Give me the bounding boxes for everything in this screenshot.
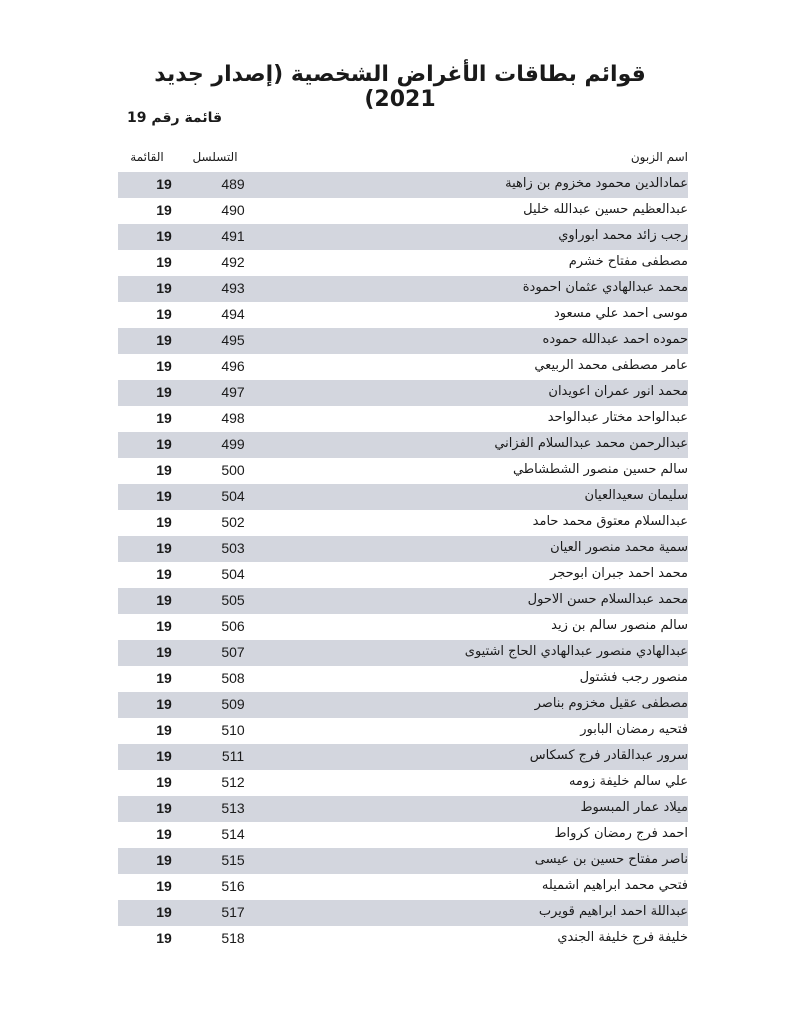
list-cell: 19: [156, 280, 172, 296]
serial-cell: 514: [221, 826, 245, 842]
table-row: [118, 874, 688, 900]
table-row: [118, 900, 688, 926]
table-row: [118, 744, 688, 770]
serial-cell: 496: [221, 358, 245, 374]
serial-cell: 504: [221, 566, 245, 582]
serial-cell: 504: [221, 488, 245, 504]
list-cell: 19: [156, 332, 172, 348]
list-cell: 19: [156, 306, 172, 322]
table-row: [118, 380, 688, 406]
list-cell: 19: [156, 592, 172, 608]
list-cell: 19: [156, 670, 172, 686]
table-row: [118, 640, 688, 666]
customer-name-cell: ناصر مفتاح حسين بن عيسى: [534, 852, 688, 867]
list-cell: 19: [156, 488, 172, 504]
page-title: قوائم بطاقات الأغراض الشخصية (إصدار جديد 2021): [154, 62, 646, 112]
table-row: [118, 432, 688, 458]
list-cell: 19: [156, 878, 172, 894]
list-cell: 19: [156, 722, 172, 738]
table-row: [118, 302, 688, 328]
serial-cell: 503: [221, 540, 245, 556]
list-cell: 19: [156, 748, 172, 764]
serial-cell: 492: [221, 254, 245, 270]
table-body: [118, 172, 688, 952]
table-row: [118, 198, 688, 224]
customer-table: [118, 146, 688, 952]
table-row: [118, 276, 688, 302]
customer-name-cell: عامر مصطفى محمد الربيعي: [534, 358, 688, 373]
list-cell: 19: [156, 826, 172, 842]
customer-name-cell: عبدالعظيم حسين عبدالله خليل: [523, 202, 688, 217]
serial-cell: 517: [221, 904, 245, 920]
table-row: [118, 692, 688, 718]
list-cell: 19: [156, 566, 172, 582]
customer-name-cell: ميلاد عمار المبسوط: [580, 800, 688, 815]
table-row: [118, 718, 688, 744]
serial-cell: 505: [221, 592, 245, 608]
serial-cell: 493: [221, 280, 245, 296]
serial-cell: 499: [221, 436, 245, 452]
serial-cell: 495: [221, 332, 245, 348]
serial-cell: 509: [221, 696, 245, 712]
list-cell: 19: [156, 228, 172, 244]
serial-cell: 511: [221, 748, 245, 764]
serial-cell: 506: [221, 618, 245, 634]
table-row: [118, 224, 688, 250]
table-row: [118, 822, 688, 848]
list-cell: 19: [156, 202, 172, 218]
list-cell: 19: [156, 254, 172, 270]
customer-name-cell: عبدالهادي منصور عبدالهادي الحاج اشتيوى: [464, 644, 688, 659]
list-cell: 19: [156, 176, 172, 192]
customer-name-cell: سالم حسين منصور الشطشاطي: [512, 462, 688, 477]
list-cell: 19: [156, 540, 172, 556]
customer-name-cell: سمية محمد منصور العيان: [550, 540, 688, 555]
customer-name-cell: مصطفى عقيل مخزوم بناصر: [534, 696, 688, 711]
table-row: [118, 510, 688, 536]
list-cell: 19: [156, 930, 172, 946]
serial-cell: 489: [221, 176, 245, 192]
serial-cell: 508: [221, 670, 245, 686]
customer-name-cell: سالم منصور سالم بن زيد: [551, 618, 688, 633]
table-row: [118, 588, 688, 614]
list-cell: 19: [156, 696, 172, 712]
serial-cell: 498: [221, 410, 245, 426]
table-row: [118, 562, 688, 588]
list-cell: 19: [156, 358, 172, 374]
customer-name-cell: عبدالواحد مختار عبدالواحد: [547, 410, 688, 425]
serial-cell: 516: [221, 878, 245, 894]
table-row: [118, 354, 688, 380]
customer-name-cell: منصور رجب فشتول: [579, 670, 688, 685]
customer-name-cell: سرور عبدالقادر فرج كسكاس: [529, 748, 688, 763]
table-row: [118, 926, 688, 952]
serial-cell: 494: [221, 306, 245, 322]
serial-cell: 490: [221, 202, 245, 218]
table-row: [118, 250, 688, 276]
customer-name-cell: محمد احمد جبران ابوحجر: [550, 566, 688, 581]
customer-name-cell: فتحي محمد ابراهيم اشميله: [541, 878, 688, 893]
table-row: [118, 848, 688, 874]
list-cell: 19: [156, 462, 172, 478]
list-cell: 19: [156, 410, 172, 426]
list-cell: 19: [156, 514, 172, 530]
customer-name-cell: عمادالدين محمود مخزوم بن زاهية: [505, 176, 688, 191]
table-row: [118, 614, 688, 640]
list-cell: 19: [156, 436, 172, 452]
table-row: [118, 536, 688, 562]
customer-name-cell: محمد عبدالهادي عثمان احمودة: [522, 280, 688, 295]
table-row: [118, 406, 688, 432]
customer-name-cell: علي سالم خليفة زومه: [568, 774, 688, 789]
table-row: [118, 458, 688, 484]
serial-cell: 518: [221, 930, 245, 946]
list-cell: 19: [156, 384, 172, 400]
customer-name-cell: خليفة فرج خليفة الجندي: [557, 930, 688, 945]
customer-name-cell: حموده احمد عبدالله حموده: [542, 332, 688, 347]
customer-name-cell: موسى احمد علي مسعود: [553, 306, 688, 321]
table-row: [118, 770, 688, 796]
table-row: [118, 484, 688, 510]
customer-name-cell: مصطفى مفتاح خشرم: [568, 254, 688, 269]
serial-cell: 500: [221, 462, 245, 478]
list-cell: 19: [156, 618, 172, 634]
list-cell: 19: [156, 800, 172, 816]
customer-name-cell: رجب زائد محمد ابوراوي: [558, 228, 688, 243]
table-row: [118, 666, 688, 692]
table-row: [118, 796, 688, 822]
column-header-list: القائمة: [130, 150, 164, 164]
customer-name-cell: فتحيه رمضان البابور: [580, 722, 688, 737]
customer-name-cell: عبداللة احمد ابراهيم قويرب: [538, 904, 688, 919]
column-header-serial: التسلسل: [192, 150, 238, 164]
serial-cell: 512: [221, 774, 245, 790]
customer-name-cell: احمد فرج رمضان كرواط: [554, 826, 688, 841]
list-cell: 19: [156, 774, 172, 790]
customer-name-cell: محمد انور عمران اعويدان: [548, 384, 688, 399]
customer-name-cell: محمد عبدالسلام حسن الاحول: [527, 592, 688, 607]
serial-cell: 502: [221, 514, 245, 530]
list-cell: 19: [156, 644, 172, 660]
customer-name-cell: عبدالرحمن محمد عبدالسلام الفزاني: [494, 436, 688, 451]
serial-cell: 510: [221, 722, 245, 738]
serial-cell: 491: [221, 228, 245, 244]
list-cell: 19: [156, 852, 172, 868]
list-number-label: قائمة رقم 19: [127, 110, 222, 126]
serial-cell: 507: [221, 644, 245, 660]
serial-cell: 513: [221, 800, 245, 816]
list-cell: 19: [156, 904, 172, 920]
table-row: [118, 328, 688, 354]
serial-cell: 497: [221, 384, 245, 400]
table-header: [118, 146, 688, 172]
customer-name-cell: عبدالسلام معتوق محمد حامد: [532, 514, 688, 529]
table-row: [118, 172, 688, 198]
customer-name-cell: سليمان سعيدالعيان: [584, 488, 688, 503]
serial-cell: 515: [221, 852, 245, 868]
column-header-name: اسم الزبون: [630, 150, 688, 164]
